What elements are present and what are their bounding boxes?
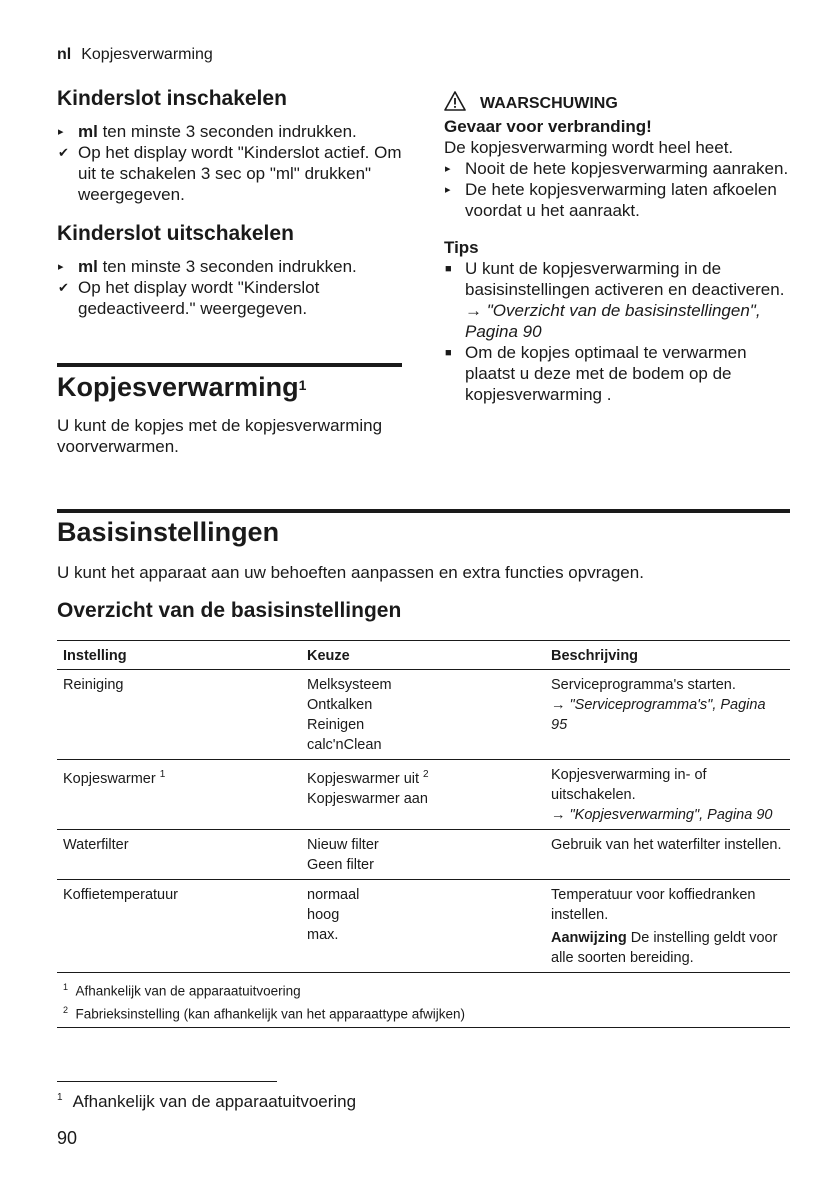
list-item [444,342,790,405]
footnote-text: Afhankelijk van de apparaatuitvoering [75,983,301,999]
note-label: Aanwijzing [551,930,627,946]
tip-reference[interactable] [465,300,790,342]
list-item [57,142,402,205]
result-check-icon: ✔ [58,280,69,295]
footnote-number: 1 [63,982,69,992]
column-header: Keuze [301,641,545,670]
warning-heading [444,91,790,114]
result-text: Op het display wordt "Kinderslot gedeactiveerd." weergegeven. [78,278,320,318]
step-text: ten minste 3 seconden indrukken. [97,122,357,141]
setting-text: Kopjeswarmer [63,770,156,787]
ml-key-label: ml [78,122,98,141]
settings-table [57,640,790,1028]
warmer-title: Kopjesverwarming [57,372,299,402]
bullet-square-icon: ■ [445,347,452,359]
right-column [444,91,790,405]
choice-item: Geen filter [307,857,374,873]
reference-arrow-icon: → [465,301,482,320]
table-header-row [57,641,790,670]
choice-text: Kopjeswarmer uit [307,770,420,787]
reference-link[interactable]: "Overzicht van de basisinstellingen", Pagina 90 [465,301,761,341]
choice-item: normaal [307,887,360,903]
setting-cell: Koffietemperatuur [57,880,301,973]
result-check-icon: ✔ [58,145,69,160]
choice-item: Melksysteem [307,677,392,693]
description-text: Kopjesverwarming in- of uitschakelen. [551,767,707,803]
warmer-section [57,371,402,457]
table-row [57,880,790,973]
choice-cell [301,760,545,830]
choice-item: Ontkalken [307,697,373,713]
table-footnotes [57,973,790,1028]
setting-cell: Waterfilter [57,830,301,880]
step-arrow-icon: ▸ [445,184,451,196]
tips-list [444,258,790,405]
running-header [57,46,213,64]
result-text: Op het display wordt "Kinderslot actief. Om uit te schakelen 3 sec op "ml" drukken" weergegeven. [78,143,402,204]
warmer-text: U kunt de kopjes met de kopjesverwarming voorverwarmen. [57,416,383,456]
step-text: ten minste 3 seconden indrukken. [97,257,357,276]
description-cell [545,880,790,973]
tips-heading: Tips [444,238,479,257]
table-footnote [63,978,784,1001]
reference-link[interactable]: "Kopjesverwarming", Pagina 90 [569,807,773,823]
lock-off-heading: Kinderslot uitschakelen [57,222,294,245]
list-item [57,256,402,277]
note-text: De instelling geldt voor alle soorten bereiding. [551,930,778,966]
description-text: Temperatuur voor koffiedranken instellen. [551,887,756,923]
step-arrow-icon: ▸ [58,261,64,273]
left-column [57,86,402,319]
choice-item: hoog [307,907,340,923]
table-row [57,830,790,880]
basis-intro: U kunt het apparaat aan uw behoeften aanpassen en extra functies opvragen. [57,563,644,582]
language-code: nl [57,46,72,63]
table-row [57,760,790,830]
footnote-rule [57,1081,277,1082]
page-number: 90 [57,1128,78,1148]
choice-cell [301,670,545,760]
header-section: Kopjesverwarming [81,46,213,63]
description-cell [545,760,790,830]
basis-heading: Basisinstellingen [57,517,280,547]
description-cell [545,670,790,760]
page-footnote [57,1092,356,1112]
choice-item [307,765,539,789]
footnote-number: 2 [63,1004,69,1015]
table-footnotes-row [57,973,790,1028]
lock-on-heading: Kinderslot inschakelen [57,87,287,110]
footnote-number: 1 [57,1092,63,1104]
list-item [444,158,790,179]
footnote-text: Afhankelijk van de apparaatuitvoering [72,1092,357,1111]
step-arrow-icon: ▸ [58,126,64,138]
footnote-text: Fabrieksinstelling (kan afhankelijk van het apparaattype afwijken) [75,1006,465,1021]
warning-text: De kopjesverwarming wordt heel heet. [444,138,734,157]
tip-text: Om de kopjes optimaal te verwarmen plaatst u deze met de bodem op de kopjesverwarming . [465,343,747,404]
warning-subtitle: Gevaar voor verbranding! [444,117,652,136]
warning-list [444,158,790,221]
reference-arrow-icon: → [551,807,566,823]
warning-label: WAARSCHUWING [480,95,618,112]
description-text: Serviceprogramma's starten. [551,677,736,693]
warning-item-text: Nooit de hete kopjesverwarming aanraken. [465,159,789,178]
table-row [57,670,790,760]
lock-on-steps [57,121,402,205]
footnote-ref: 1 [159,769,166,780]
ml-key-label: ml [78,257,98,276]
lock-off-steps [57,256,402,319]
choice-item: Reinigen [307,717,365,733]
choice-item: Nieuw filter [307,837,379,853]
note [551,928,784,968]
bullet-square-icon: ■ [445,263,452,275]
column-header: Instelling [57,641,301,670]
list-item [57,277,402,319]
reference-link[interactable]: "Serviceprogramma's", Pagina 95 [551,697,766,733]
section-rule [57,509,790,513]
section-rule [57,363,402,367]
table-footnote [63,1001,784,1024]
list-item [444,258,790,342]
choice-item: calc'nClean [307,737,382,753]
warning-item-text: De hete kopjesverwarming laten afkoelen voordat u het aanraakt. [465,180,777,220]
overview-heading: Overzicht van de basisinstellingen [57,599,402,622]
setting-cell [57,760,301,830]
choice-cell [301,880,545,973]
description-cell: Gebruik van het waterfilter instellen. [545,830,790,880]
warning-triangle-icon [444,91,466,111]
description-reference[interactable] [551,695,784,735]
setting-cell: Reiniging [57,670,301,760]
footnote-ref: 2 [423,769,429,780]
list-item [444,179,790,221]
reference-arrow-icon: → [551,697,566,713]
description-reference[interactable] [551,805,784,825]
warmer-heading [57,371,402,403]
choice-item: max. [307,927,339,943]
footnote-ref: 1 [298,377,307,393]
choice-cell [301,830,545,880]
choice-item: Kopjeswarmer aan [307,790,428,807]
column-header: Beschrijving [545,641,790,670]
step-arrow-icon: ▸ [445,163,451,175]
list-item [57,121,402,142]
tip-text: U kunt de kopjesverwarming in de basisinstellingen activeren en deactiveren. [465,259,785,299]
